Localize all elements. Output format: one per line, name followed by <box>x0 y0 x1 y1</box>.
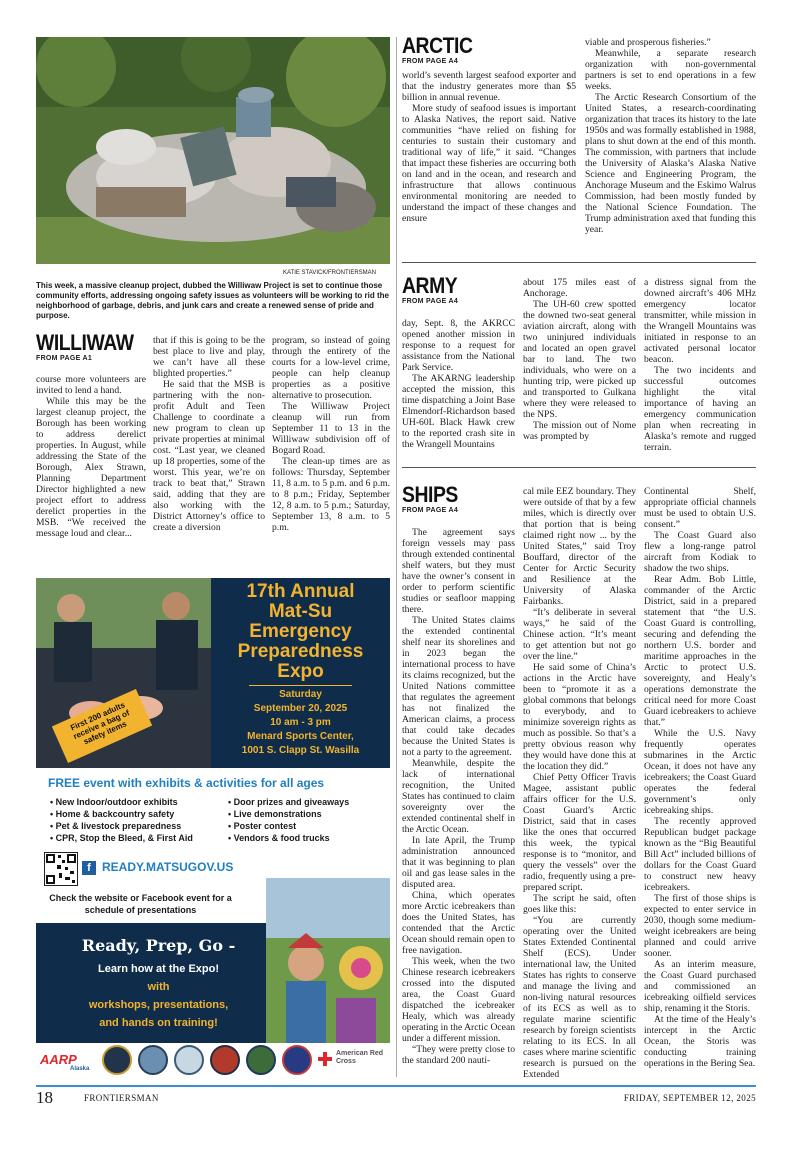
paragraph: The Coast Guard also flew a long-range patrol aircraft from Kodiak to shadow the two ships. <box>644 530 756 574</box>
rpg-lines <box>36 960 281 1032</box>
paragraph: The UH-60 crew spotted the downed two-seat general aviation aircraft, along with two uninjured individuals and located an open gravel bar to land. The two individuals, who were on a hunting trip, were picked up and transported to Gulkana where they were released to the NPS. <box>523 299 636 420</box>
paragraph: He said that the MSB is partnering with the non-profit Adult and Teen Challenge to coordinate a new program to clean up private properties at minimal cost. “Last year, we cleaned up 18 properties, some of the worst. This year, we’re on track to beat that,” Strawn said, adding that they are also working with the District Attorney’s office to create a diversion <box>153 379 265 533</box>
ad-day: Saturday <box>279 689 322 700</box>
ad-date-block <box>211 688 390 758</box>
feature-list-right <box>228 796 388 844</box>
ad-title-line: Expo <box>277 661 324 682</box>
paragraph: The script he said, often goes like this: <box>523 893 636 915</box>
sponsor-seal-icon <box>282 1045 312 1075</box>
rpg-line: with <box>147 981 170 993</box>
expo-advertisement[interactable] <box>36 578 390 1076</box>
paragraph: In late April, the Trump administration announced that it was beginning to plan oil and gas lease sales in the disputed area. <box>402 835 515 890</box>
paragraph: China, which operates more Arctic icebreakers than does the United States, has contended that the Arctic Ocean should remain open to free navigation. <box>402 890 515 956</box>
section-rule <box>402 467 756 468</box>
paragraph: course more volunteers are invited to lend a hand. <box>36 374 146 396</box>
sponsor-seal-icon <box>102 1045 132 1075</box>
paragraph: The clean-up times are as follows: Thursday, September 11, 8 a.m. to 5 p.m. and 6 p.m. to 8 p.m.; Friday, September 12, 8 a.m. to 5 p.m.; Saturday, September 13, 8 a.m. to 5 p.m. <box>272 456 390 533</box>
list-item: • New Indoor/outdoor exhibits <box>50 797 178 807</box>
photo-caption: This week, a massive cleanup project, dubbed the Williwaw Project is set to continue those community efforts, addressing ongoing safety issues as volunteers will be working to rid the neighborhood of garbage, debris, and junk cars and create a renewed sense of pride and purpose. <box>36 281 389 320</box>
rpg-line: workshops, presentations, <box>88 999 229 1011</box>
section-rule <box>402 262 756 263</box>
paragraph: Chief Petty Officer Travis Magee, assistant public affairs officer for the U.S. Coast Guard’s Arctic District, said that in cases like the ones that occurred this week, the typical response is to “monitor, and query the vessels” over the radio, frequently using a pre-prepared script. <box>523 772 636 893</box>
aarp-logo: AARP <box>40 1052 77 1067</box>
title-divider <box>249 685 352 686</box>
arctic-col-2 <box>585 37 756 235</box>
paragraph: While this may be the largest cleanup project, the Borough has been working to address derelict properties. In August, while addressing the State of the Borough, Alex Strawn, Planning Department Director highlighted a new project effort to address derelict properties in the MSB. “We received the message loud and clear... <box>36 396 146 539</box>
list-item-text: Home & backcountry safety <box>55 809 175 819</box>
paragraph: The two incidents and successful outcomes highlight the vital importance of having an emergency communication plan when recreating in Alaska’s remote and rugged terrain. <box>644 365 756 453</box>
list-item: • Poster contest <box>228 821 297 831</box>
paragraph: This week, when the two Chinese research icebreakers crossed into the disputed area, the Coast Guard dispatched the icebreaker Healy, which was already operating in the Arctic Ocean under a different mission. <box>402 956 515 1044</box>
ad-venue: Menard Sports Center, <box>247 731 354 742</box>
paragraph: a distress signal from the downed aircraft’s 406 MHz emergency locator transmitter, while mission in the Wrangell Mountains was initiated in response to an activated personal locator beacon. <box>644 277 756 365</box>
paragraph: The AKARNG leadership accepted the mission, this time dispatching a Joint Base Elmendorf-Richardson based UH-60L Black Hawk crew to the reported crash site in the Wrangell Mountains <box>402 373 515 450</box>
ships-headline: SHIPS <box>402 482 458 507</box>
paragraph: world’s seventh largest seafood exporter and that the industry generates more than $5 billion in annual revenue. <box>402 70 576 103</box>
sponsor-seal-icon <box>174 1045 204 1075</box>
paragraph: “They were pretty close to the standard 200 nauti- <box>402 1044 515 1066</box>
ad-address: 1001 S. Clapp St. Wasilla <box>241 745 360 756</box>
paragraph: “It’s deliberate in several ways,” he said of the Chinese action. “It’s meant to get attention but not go over the line.” <box>523 607 636 662</box>
paragraph: The Arctic Research Consortium of the United States, a research-coordinating organization that traces its history to the late 1950s and was formally established in 1988, plans to shut down at the end of this month. The commission, with partners that include the University of Alaska’s Alaska Native Science and Engineering Program, the Anchorage Museum and the Eskimo Walrus Commission, had been mostly funded by the National Science Foundation. The Trump administration axed that funding this year. <box>585 92 756 235</box>
paragraph: that if this is going to be the best place to live and play, we can’t have all these blighted properties.” <box>153 335 265 379</box>
rpg-line: and hands on training! <box>99 1017 218 1029</box>
sponsor-seal-icon <box>138 1045 168 1075</box>
paragraph: The agreement says foreign vessels may pass through extended continental shelf waters, but they must have the owner’s consent in order to perform scientific studies or seafloor mapping there. <box>402 527 515 615</box>
army-jump: FROM PAGE A4 <box>402 298 459 305</box>
paragraph: about 175 miles east of Anchorage. <box>523 277 636 299</box>
list-item: • Vendors & food trucks <box>228 833 330 843</box>
list-item-text: Poster contest <box>233 821 297 831</box>
rpg-line: Learn how at the Expo! <box>97 963 219 975</box>
website-link[interactable]: READY.MATSUGOV.US <box>102 860 234 874</box>
list-item-text: Live demonstrations <box>233 809 322 819</box>
paragraph: The recently approved Republican budget package known as the “Big Beautiful Bill Act” included billions of dollars for the Coast Guard to construct new heavy icebreakers. <box>644 816 756 893</box>
list-item: • Live demonstrations <box>228 809 322 819</box>
ad-title-line: Mat-Su <box>268 601 333 622</box>
williwaw-col-2 <box>153 335 265 533</box>
column-divider <box>396 37 397 1077</box>
ships-col-3 <box>644 486 756 1069</box>
aarp-subtitle: Alaska <box>70 1066 90 1072</box>
qr-code[interactable] <box>44 852 78 886</box>
sponsor-seal-icon <box>246 1045 276 1075</box>
paragraph: The United States claims the extended continental shelf near its shorelines and in 2023 began the international process to have its claims recognized, but the United Nations committee that regulates the agreement has not finalized the American claims, a process that could take decades because the United States is not a party to the agreement. <box>402 615 515 758</box>
qr-code-icon <box>45 853 77 885</box>
army-headline: ARMY <box>402 273 458 298</box>
ships-jump: FROM PAGE A4 <box>402 507 459 514</box>
facebook-icon[interactable]: f <box>82 861 96 875</box>
paragraph: Rear Adm. Bob Little, commander of the Arctic District, said in a prepared statement that “the U.S. Coast Guard is controlling, securing and defending the northern U.S. border and maritime approaches in the Arctic to protect U.S. sovereignty, and Healy’s operations demonstrate the critical need for more Coast Guard icebreakers to achieve that.” <box>644 574 756 728</box>
paragraph: While the U.S. Navy frequently operates submarines in the Arctic Ocean, it does not have any icebreakers; the Coast Guard operates the federal government’s only icebreaking ships. <box>644 728 756 816</box>
ad-title <box>211 582 390 682</box>
free-event-line: FREE event with exhibits & activities for all ages <box>48 776 325 790</box>
list-item-text: New Indoor/outdoor exhibits <box>55 797 178 807</box>
list-item: • Pet & livestock preparedness <box>50 821 182 831</box>
garbage-pile-illustration <box>36 37 390 264</box>
ad-title-line: 17th Annual <box>246 581 355 602</box>
paragraph: day, Sept. 8, the AKRCC opened another mission in response to a request for assistance from the National Park Service. <box>402 318 515 373</box>
paragraph: Meanwhile, a separate research organization with non-governmental partners is set to end operations in a few weeks. <box>585 48 756 92</box>
list-item: • CPR, Stop the Bleed, & First Aid <box>50 833 193 843</box>
williwaw-col-3 <box>272 335 390 533</box>
list-item-text: Pet & livestock preparedness <box>55 821 182 831</box>
safety-bag-badge: First 200 adults receive a bag of safety items <box>52 689 152 763</box>
photo-credit: KATIE STAVICK/FRONTIERSMAN <box>282 270 376 276</box>
ad-title-line: Preparedness <box>237 641 364 662</box>
paragraph: More study of seafood issues is important to Alaska Natives, the report said. Native communities “have relied on fishing for centuries to sustain their customary and traditional way of life,” it said. “Changes that impact these fisheries are occurring both on land and in the ocean, and research and infrastructure that allows continuous environmental monitoring are needed to understand the impact of these changes and ensure <box>402 103 576 224</box>
army-col-1 <box>402 318 515 450</box>
paragraph: cal mile EEZ boundary. They were outside of that by a few miles, which is directly over that portion that is being claimed right now ... by the United States,” said Troy Bouffard, director of the Center for Arctic Security and Resilience at the University of Alaska Fairbanks. <box>523 486 636 607</box>
paragraph: The Williwaw Project cleanup will run from September 11 to 13 in the Williwaw subdivision off of Bogard Road. <box>272 401 390 456</box>
paragraph: “You are currently operating over the United States Extended Continental Shelf (ECS). Under international law, the United States has rights to conserve and manage the living and non-living natural resources of its ECS as well as to regulate marine scientific research by foreign scientists relating to its ECS. In all cases where marine scientific research is pursued on the Extended <box>523 915 636 1080</box>
list-item-text: Door prizes and giveaways <box>233 797 350 807</box>
ad-title-line: Emergency <box>249 621 352 642</box>
paragraph: The mission out of Nome was prompted by <box>523 420 636 442</box>
page-number: 18 <box>36 1088 53 1107</box>
williwaw-headline: WILLIWAW <box>36 330 134 355</box>
red-cross-label: American Red Cross <box>336 1050 384 1065</box>
list-item-text: CPR, Stop the Bleed, & First Aid <box>55 833 193 843</box>
ships-col-2 <box>523 486 636 1080</box>
list-item: • Home & backcountry safety <box>50 809 175 819</box>
feature-list-left <box>50 796 230 844</box>
arctic-headline: ARCTIC <box>402 33 473 58</box>
ships-col-1 <box>402 527 515 1066</box>
rpg-title: Ready, Prep, Go - <box>81 936 236 955</box>
list-item: • Door prizes and giveaways <box>228 797 350 807</box>
paragraph: At the time of the Healy’s intercept in the Arctic Ocean, the Storis was conducting training operations in the Bering Sea. <box>644 1014 756 1069</box>
footer-rule <box>36 1085 756 1087</box>
williwaw-col-1 <box>36 374 146 539</box>
ad-date: September 20, 2025 <box>253 703 348 714</box>
sponsor-seal-icon <box>210 1045 240 1075</box>
paragraph: As an interim measure, the Coast Guard purchased and commissioned an icebreaking oilfield services ship, renaming it the Storis. <box>644 959 756 1014</box>
paragraph: viable and prosperous fisheries.” <box>585 37 711 48</box>
issue-date: FRIDAY, SEPTEMBER 12, 2025 <box>623 1093 756 1103</box>
army-col-2 <box>523 277 636 442</box>
paragraph: The first of those ships is expected to enter service in 2030, though some medium-weight icebreakers are being planned and could arrive sooner. <box>644 893 756 959</box>
paragraph: He said some of China’s actions in the Arctic have been to “promote it as a global commons that belongs to everybody, and to minimize sovereign rights as much as possible. So that’s a pretty obvious reason why they would have done this at the location they did.” <box>523 662 636 772</box>
red-cross-icon <box>318 1052 332 1066</box>
newspaper-name: FRONTIERSMAN <box>84 1093 159 1103</box>
cleanup-photo <box>36 37 390 264</box>
ad-time: 10 am - 3 pm <box>270 717 331 728</box>
schedule-note: Check the website or Facebook event for a schedule of presentations <box>49 893 232 915</box>
paragraph: Continental Shelf, appropriate official channels must be used to obtain U.S. consent.” <box>644 486 756 530</box>
list-item-text: Vendors & food trucks <box>233 833 330 843</box>
paragraph: program, so instead of going through the entirety of the courts for a low-level crime, people can help cleanup properties as a positive alternative to prosecution. <box>272 335 390 401</box>
kids-illustration <box>266 878 390 1043</box>
arctic-jump: FROM PAGE A4 <box>402 58 459 65</box>
paragraph: Meanwhile, despite the lack of international recognition, the United States has continued to claim sovereignty over the extended continental shelf in the Arctic Ocean. <box>402 758 515 835</box>
kids-photo <box>266 878 390 1043</box>
army-col-3 <box>644 277 756 453</box>
williwaw-jump: FROM PAGE A1 <box>36 355 93 362</box>
arctic-col-1 <box>402 70 576 224</box>
